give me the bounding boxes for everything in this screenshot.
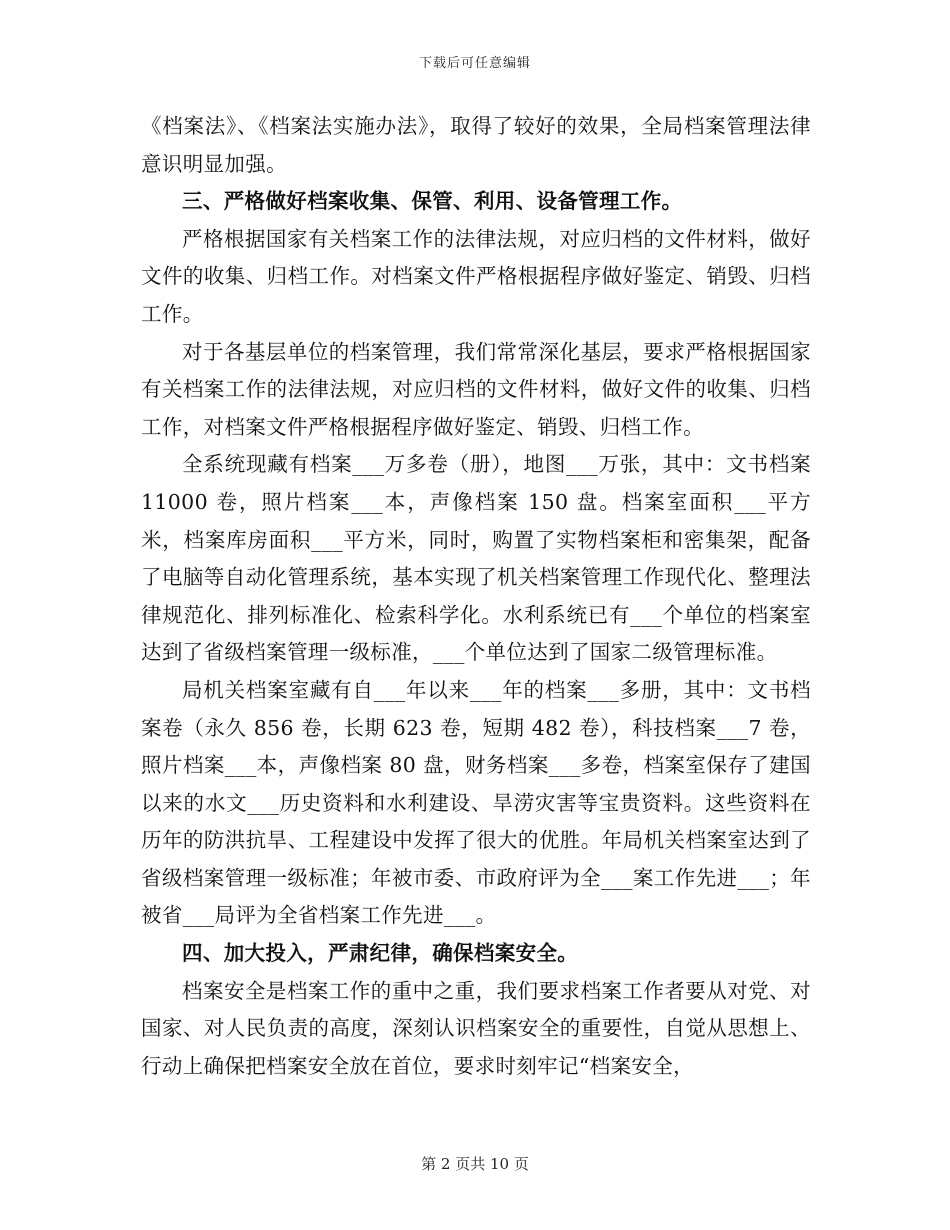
paragraph-3: 对于各基层单位的档案管理，我们常常深化基层，要求严格根据国家有关档案工作的法律法规，对应归档的文件材料，做好文件的收集、归档工作，对档案文件严格根据程序做好鉴定、销毁、归档工作。: [141, 339, 811, 439]
page-header: 下载后可任意编辑: [418, 56, 531, 71]
paragraph-5: 局机关档案室藏有自___年以来___年的档案___多册，其中：文书档案卷（永久 856 卷，长期 623 卷，短期 482 卷），科技档案___7 卷，照片档案___本，声像档案 80 盘，财务档案___多卷，档案室保存了建国以来的水文___历史资料和水利建设、旱涝灾害等宝贵资料。这些资料在历年的防洪抗旱、工程建设中发挥了很大的优胜。年局机关档案室达到了省级档案管理一级标准；年被市委、市政府评为全___案工作先进___；年被省___局评为全省档案工作先进___。: [141, 677, 811, 928]
paragraph-2: 严格根据国家有关档案工作的法律法规，对应归档的文件材料，做好文件的收集、归档工作。对档案文件严格根据程序做好鉴定、销毁、归档工作。: [141, 226, 811, 326]
section-heading-4: 四、加大投入，严肃纪律，确保档案安全。: [182, 941, 579, 966]
paragraph-1: 《档案法》、《档案法实施办法》，取得了较好的效果，全局档案管理法律意识明显加强。: [141, 114, 811, 176]
document-body: [141, 108, 811, 1085]
page-footer: 第 2 页共 10 页: [421, 1155, 529, 1173]
section-heading-3: 三、严格做好档案收集、保管、利用、设备管理工作。: [182, 189, 683, 214]
paragraph-4: 全系统现藏有档案___万多卷（册），地图___万张，其中：文书档案 11000 卷，照片档案___本，声像档案 150 盘。档案室面积___平方米，档案库房面积___平方米，同时，购置了实物档案柜和密集架，配备了电脑等自动化管理系统，基本实现了机关档案管理工作现代化、整理法律规范化、排列标准化、检索科学化。水利系统已有___个单位的档案室达到了省级档案管理一级标准，___个单位达到了国家二级管理标准。: [141, 452, 811, 665]
paragraph-6: 档案安全是档案工作的重中之重，我们要求档案工作者要从对党、对国家、对人民负责的高度，深刻认识档案安全的重要性，自觉从思想上、行动上确保把档案安全放在首位，要求时刻牢记“档案安全，: [141, 978, 811, 1078]
